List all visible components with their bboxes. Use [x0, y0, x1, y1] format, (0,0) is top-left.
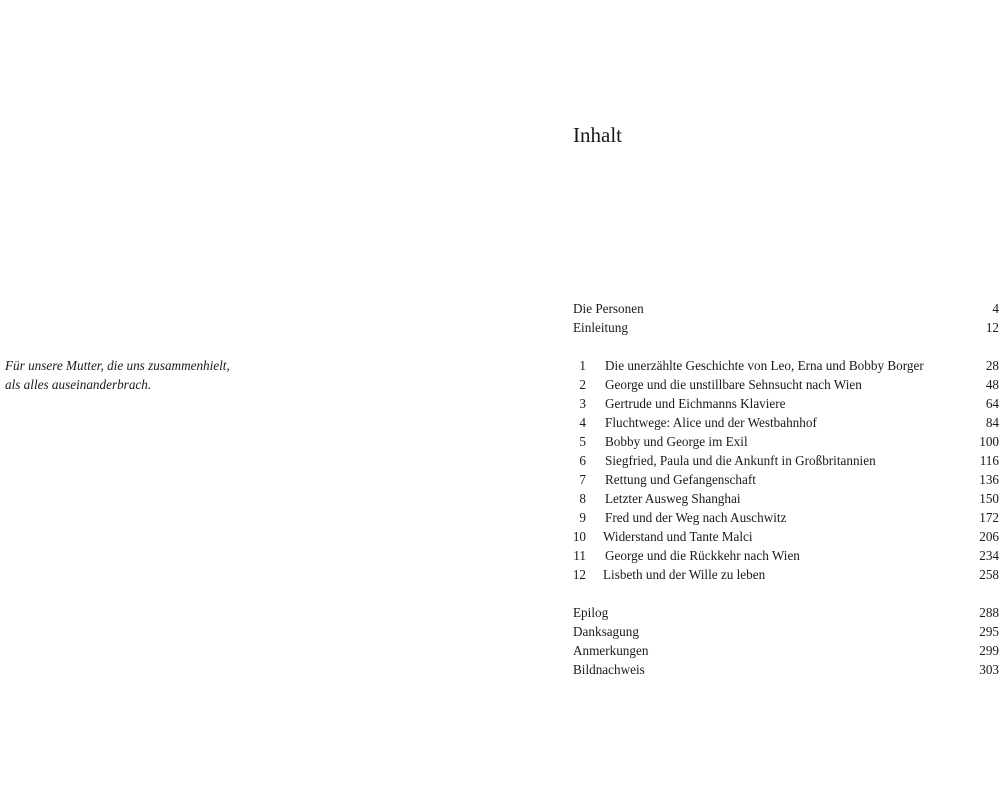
toc-chapter-entry — [573, 546, 999, 565]
chapter-page: 150 — [979, 491, 999, 506]
chapter-title: George und die Rückkehr nach Wien — [605, 548, 800, 563]
chapter-number: 11 — [573, 548, 586, 563]
toc-chapter-entry — [573, 527, 999, 546]
chapter-title: Letzter Ausweg Shanghai — [605, 491, 741, 506]
chapter-title: Siegfried, Paula und die Ankunft in Großbritannien — [605, 453, 876, 468]
chapter-page: 136 — [979, 472, 999, 487]
toc-chapter-entry — [573, 375, 999, 394]
toc-back-matter — [573, 603, 999, 679]
toc-entry-title: Einleitung — [573, 320, 628, 335]
toc-heading: Inhalt — [573, 123, 622, 147]
chapter-number: 5 — [579, 434, 586, 449]
dedication-line: als alles auseinanderbrach. — [5, 377, 152, 392]
chapter-number: 10 — [572, 529, 586, 544]
toc-entry — [573, 318, 999, 337]
chapter-title: George und die unstillbare Sehnsucht nach Wien — [605, 377, 862, 392]
toc-entry — [573, 299, 999, 318]
chapter-number: 2 — [579, 377, 586, 392]
toc-entry — [573, 603, 999, 622]
toc-entry-title: Danksagung — [573, 624, 639, 639]
toc-front-matter — [573, 299, 999, 337]
toc-chapters — [573, 356, 999, 584]
toc-chapter-entry — [573, 470, 999, 489]
chapter-title: Die unerzählte Geschichte von Leo, Erna und Bobby Borger — [605, 358, 924, 373]
chapter-title: Lisbeth und der Wille zu leben — [603, 567, 766, 582]
toc-entry — [573, 622, 999, 641]
chapter-title: Rettung und Gefangenschaft — [605, 472, 756, 487]
chapter-number: 8 — [579, 491, 586, 506]
dedication — [5, 356, 305, 394]
chapter-title: Gertrude und Eichmanns Klaviere — [605, 396, 786, 411]
chapter-page: 100 — [979, 434, 999, 449]
chapter-page: 258 — [979, 567, 999, 582]
chapter-page: 84 — [985, 415, 999, 430]
toc-chapter-entry — [573, 394, 999, 413]
toc-chapter-entry — [573, 432, 999, 451]
toc-entry-title: Bildnachweis — [573, 662, 645, 677]
chapter-page: 206 — [979, 529, 999, 544]
chapter-number: 1 — [579, 358, 586, 373]
chapter-page: 172 — [979, 510, 999, 525]
toc-chapter-entry — [573, 508, 999, 527]
toc-entry-title: Epilog — [573, 605, 609, 620]
toc-entry-title: Die Personen — [573, 301, 644, 316]
chapter-number: 12 — [572, 567, 586, 582]
chapter-page: 48 — [985, 377, 999, 392]
toc-entry — [573, 660, 999, 679]
toc-entry — [573, 641, 999, 660]
toc-entry-page: 288 — [979, 605, 999, 620]
dedication-line: Für unsere Mutter, die uns zusammenhielt, — [5, 358, 230, 373]
toc-chapter-entry — [573, 356, 999, 375]
chapter-number: 3 — [579, 396, 586, 411]
chapter-title: Widerstand und Tante Malci — [603, 529, 753, 544]
chapter-number: 7 — [579, 472, 586, 487]
toc-entry-page: 303 — [979, 662, 999, 677]
toc-entry-page: 299 — [979, 643, 999, 658]
toc-chapter-entry — [573, 489, 999, 508]
chapter-number: 9 — [579, 510, 586, 525]
chapter-title: Bobby und George im Exil — [605, 434, 748, 449]
chapter-title: Fred und der Weg nach Auschwitz — [605, 510, 787, 525]
chapter-number: 4 — [579, 415, 586, 430]
toc-entry-page: 4 — [992, 301, 999, 316]
chapter-number: 6 — [579, 453, 586, 468]
chapter-title: Fluchtwege: Alice und der Westbahnhof — [605, 415, 817, 430]
chapter-page: 64 — [985, 396, 999, 411]
chapter-page: 116 — [979, 453, 999, 468]
chapter-page: 28 — [985, 358, 999, 373]
toc-chapter-entry — [573, 451, 999, 470]
toc-chapter-entry — [573, 413, 999, 432]
toc-entry-page: 295 — [979, 624, 999, 639]
chapter-page: 234 — [979, 548, 999, 563]
toc-chapter-entry — [573, 565, 999, 584]
toc-entry-title: Anmerkungen — [573, 643, 649, 658]
toc-entry-page: 12 — [985, 320, 999, 335]
